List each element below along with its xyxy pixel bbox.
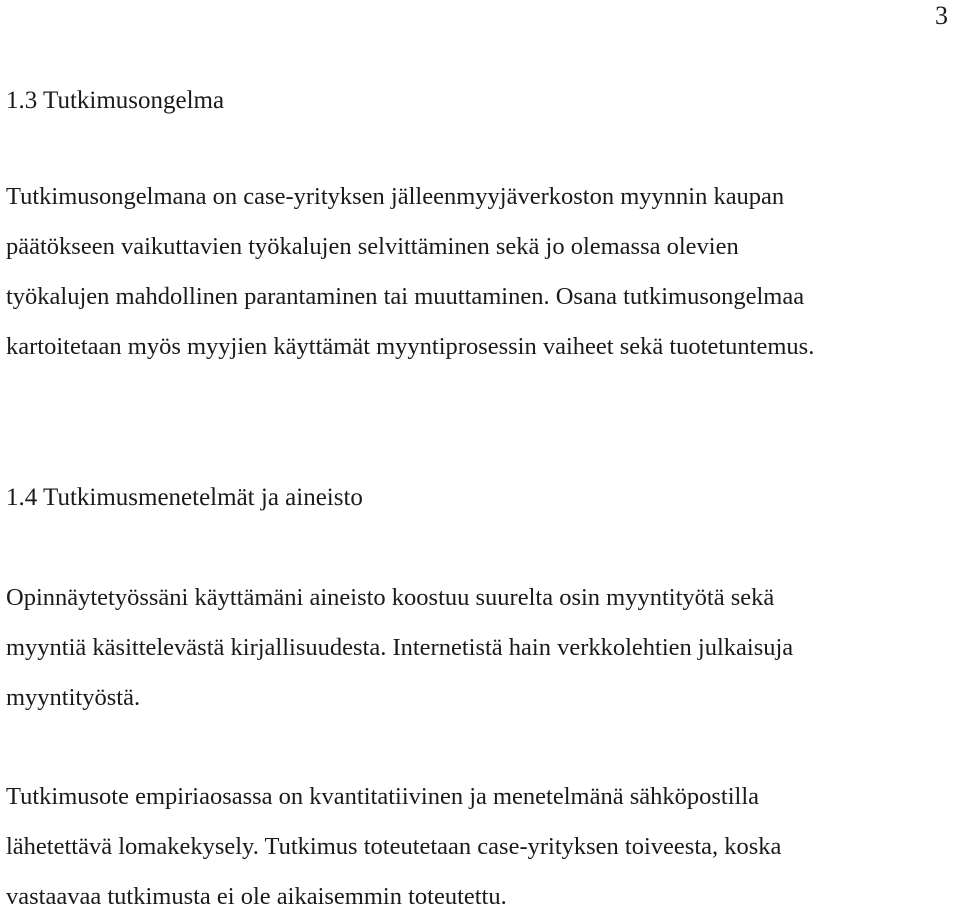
paragraph-line: Tutkimusongelmana on case-yrityksen jälleenmyyjäverkoston myynnin kaupan — [6, 183, 785, 210]
paragraph-line: päätökseen vaikuttavien työkalujen selvittäminen sekä jo olemassa olevien — [6, 233, 739, 260]
paragraph-line: myyntityöstä. — [6, 684, 141, 711]
paragraph-line: työkalujen mahdollinen parantaminen tai muuttaminen. Osana tutkimusongelmaa — [6, 283, 805, 310]
paragraph-line: myyntiä käsittelevästä kirjallisuudesta. Internetistä hain verkkolehtien julkaisuja — [6, 634, 794, 661]
paragraph-method — [6, 772, 951, 922]
paragraph-line: vastaavaa tutkimusta ei ole aikaisemmin toteutettu. — [6, 883, 507, 910]
section-heading-1-3: 1.3 Tutkimusongelma — [6, 87, 225, 114]
page-number: 3 — [935, 1, 948, 30]
section-heading-1-4: 1.4 Tutkimusmenetelmät ja aineisto — [6, 484, 363, 511]
paragraph-line: Tutkimusote empiriaosassa on kvantitatiivinen ja menetelmänä sähköpostilla — [6, 783, 760, 810]
paragraph-line: Opinnäytetyössäni käyttämäni aineisto koostuu suurelta osin myyntityötä sekä — [6, 584, 775, 611]
paragraph-line: kartoitetaan myös myyjien käyttämät myyntiprosessin vaiheet sekä tuotetuntemus. — [6, 333, 815, 360]
paragraph-line: lähetettävä lomakekysely. Tutkimus toteutetaan case-yrityksen toiveesta, koska — [6, 833, 782, 860]
paragraph-research-problem — [6, 172, 951, 372]
paragraph-material — [6, 573, 951, 723]
